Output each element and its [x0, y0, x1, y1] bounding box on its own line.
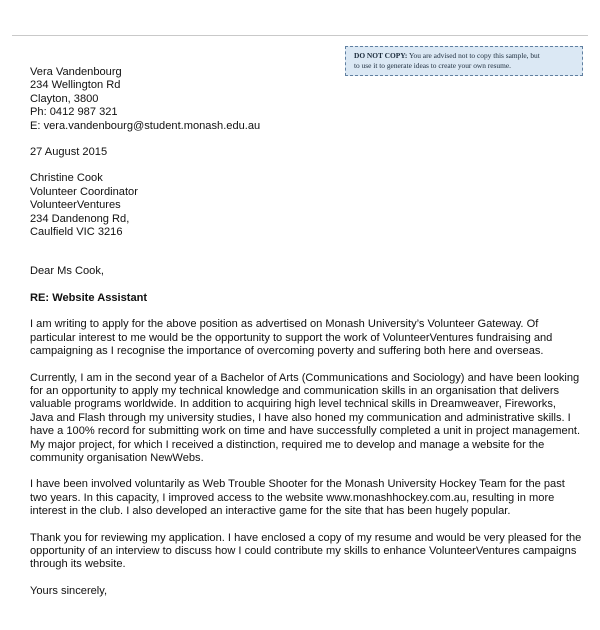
subject-line: RE: Website Assistant: [30, 291, 148, 304]
sender-suburb: Clayton, 3800: [30, 92, 99, 105]
recipient-name: Christine Cook: [30, 172, 103, 185]
paragraph-line: through its website.: [30, 558, 126, 571]
recipient-street: 234 Dandenong Rd,: [30, 212, 130, 225]
paragraph-closing: [30, 532, 590, 572]
notice-label: DO NOT COPY:: [354, 51, 408, 60]
paragraph-intro: [30, 318, 590, 358]
paragraph-line: opportunity of an interview to discuss how I could contribute my skills to enhance VolunteerVentures campaigns: [30, 544, 577, 557]
paragraph-line: Thank you for reviewing my application. I have enclosed a copy of my resume and would be very pleased for the: [30, 531, 582, 544]
paragraph-line: Currently, I am in the second year of a Bachelor of Arts (Communications and Sociology) and have been looking: [30, 371, 580, 384]
paragraph-line: interest in the club. I also developed an interactive game for the site that has been hugely popular.: [30, 505, 511, 518]
paragraph-line: My major project, for which I received a distinction, required me to develop and manage a website for the: [30, 438, 545, 451]
sender-address: [30, 66, 590, 133]
paragraph-line: campaigning as I recognise the importance of overcoming poverty and suffering both here and overseas.: [30, 345, 544, 358]
sender-email: E: vera.vandenbourg@student.monash.edu.au: [30, 119, 261, 132]
recipient-suburb: Caulfield VIC 3216: [30, 226, 123, 239]
paragraph-line: I am writing to apply for the above position as advertised on Monash University’s Volunteer Gateway. Of: [30, 318, 539, 331]
recipient-title: Volunteer Coordinator: [30, 185, 138, 198]
paragraph-line: community organisation NewWebs.: [30, 451, 204, 464]
sign-off: Yours sincerely,: [30, 584, 108, 597]
sender-street: 234 Wellington Rd: [30, 79, 121, 92]
notice-text-line1: You are advised not to copy this sample, but: [407, 51, 540, 60]
paragraph-qualifications: [30, 372, 590, 466]
sender-name: Vera Vandenbourg: [30, 66, 122, 78]
top-rule: [12, 35, 588, 36]
paragraph-line: have a 100% record for submitting work on time and have successfully completed a unit in project management.: [30, 425, 581, 438]
recipient-address: [30, 172, 590, 239]
sender-phone: Ph: 0412 987 321: [30, 106, 118, 119]
paragraph-line: particular interest to me would be the opportunity to support the work of VolunteerVentures fundraising and: [30, 331, 553, 344]
salutation: Dear Ms Cook,: [30, 265, 104, 278]
recipient-org: VolunteerVentures: [30, 199, 121, 212]
cover-letter: [30, 66, 590, 598]
paragraph-experience: [30, 478, 590, 518]
notice-text-line2: to use it to generate ideas to create your own resume.: [354, 61, 511, 70]
paragraph-line: two years. In this capacity, I improved access to the website www.monashhockey.com.au, resulting in more: [30, 491, 555, 504]
paragraph-line: Java and Flash through my university studies, I have also honed my communication and administrative skills. I: [30, 411, 571, 424]
paragraph-line: valuable programs worldwide. In addition to acquiring high level technical skills in Dreamweaver, Fireworks,: [30, 398, 556, 411]
paragraph-line: I have been involved voluntarily as Web Trouble Shooter for the Monash University Hockey Team for the past: [30, 478, 565, 491]
letter-date: 27 August 2015: [30, 146, 108, 159]
paragraph-line: for an opportunity to apply my technical knowledge and communication skills in an organisation that delivers: [30, 384, 560, 397]
